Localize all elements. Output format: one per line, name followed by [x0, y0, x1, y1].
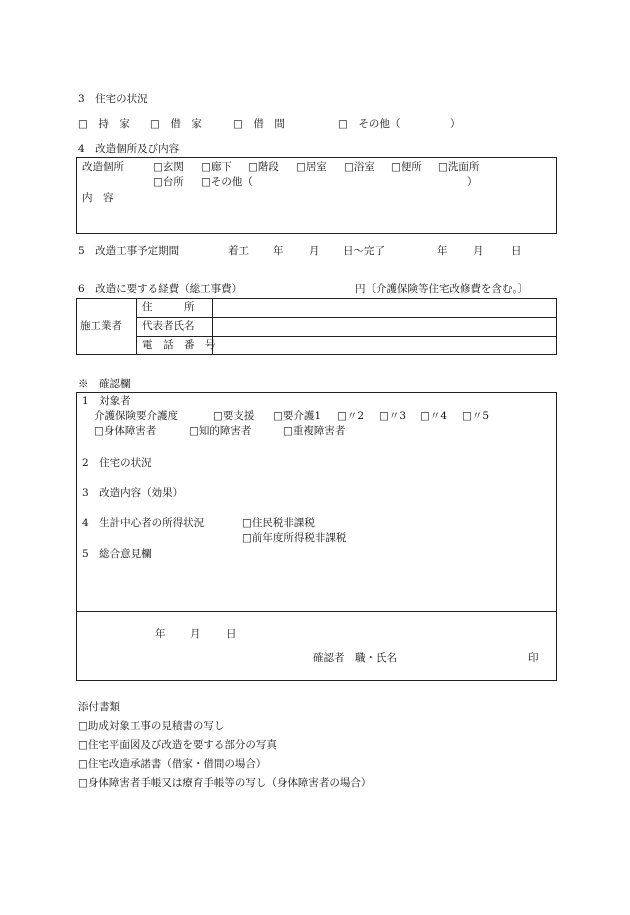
confirm-day: 日: [226, 628, 237, 640]
confirm-title: ※ 確認欄: [78, 378, 131, 390]
start-month: 月: [309, 245, 320, 257]
modification-effect-item: 3 改造内容（効果）: [82, 487, 184, 499]
confirm-divider: [76, 611, 557, 612]
care-level-2-checkbox[interactable]: □〃2: [337, 410, 365, 422]
intellectual-disability-checkbox[interactable]: □知的障害者: [189, 425, 252, 437]
physical-disability-checkbox[interactable]: □身体障害者: [94, 425, 157, 437]
attachment-handbook-checkbox[interactable]: □身体障害者手帳又は療育手帳等の写し（身体障害者の場合）: [78, 777, 372, 789]
seal-label: 印: [528, 652, 539, 664]
rented-house-checkbox[interactable]: □ 借 家: [150, 118, 202, 130]
phone-label: 電 話 番 号: [142, 339, 216, 351]
section3-title: 3 住宅の状況: [78, 93, 148, 105]
attachments-title: 添付書類: [78, 701, 120, 713]
resident-tax-exempt-checkbox[interactable]: □住民税非課税: [242, 517, 315, 529]
contractor-row-divider-1: [136, 317, 557, 318]
checker-name-label: 確認者 職・氏名: [313, 652, 397, 664]
contractor-row-divider-2: [136, 336, 557, 337]
other-housing-close: ）: [450, 118, 461, 130]
target-person-title: 1 対象者: [82, 395, 131, 407]
rented-room-checkbox[interactable]: □ 借 間: [233, 118, 285, 130]
overall-opinion-item: 5 総合意見欄: [82, 548, 152, 560]
start-day-complete: 日～完了: [343, 245, 385, 257]
multiple-disability-checkbox[interactable]: □重複障害者: [283, 425, 346, 437]
care-level-label: 介護保険要介護度: [94, 410, 178, 422]
representative-label: 代表者氏名: [142, 320, 195, 332]
section6-title: 6 改造に要する経費（総工事費）: [78, 283, 243, 295]
toilet-checkbox[interactable]: □便所: [391, 161, 422, 173]
other-place-checkbox[interactable]: □その他（: [201, 176, 253, 188]
bathroom-checkbox[interactable]: □浴室: [344, 161, 375, 173]
end-day: 日: [511, 245, 522, 257]
start-year: 年: [273, 245, 284, 257]
entrance-checkbox[interactable]: □玄関: [153, 161, 184, 173]
section4-title: 4 改造個所及び内容: [78, 143, 180, 155]
care-level-4-checkbox[interactable]: □〃4: [420, 410, 448, 422]
support-required-checkbox[interactable]: □要支援: [213, 410, 255, 422]
attachment-consent-checkbox[interactable]: □住宅改造承諾書（借家・借間の場合）: [78, 758, 267, 770]
other-housing-checkbox[interactable]: □ その他（: [338, 118, 401, 130]
end-month: 月: [473, 245, 484, 257]
confirm-year: 年: [155, 628, 166, 640]
hallway-checkbox[interactable]: □廊下: [201, 161, 232, 173]
start-label: 着工: [228, 245, 249, 257]
attachment-floorplan-checkbox[interactable]: □住宅平面図及び改造を要する部分の写真: [78, 739, 277, 751]
section5-title: 5 改造工事予定期間: [78, 245, 180, 257]
owned-house-checkbox[interactable]: □ 持 家: [78, 118, 130, 130]
cost-yen-note: 円〔介護保険等住宅改修費を含む。〕: [355, 283, 529, 295]
income-status-item: 4 生計中心者の所得状況: [82, 517, 205, 529]
content-label: 内 容: [82, 192, 114, 204]
contractor-col-divider-1: [136, 298, 137, 355]
care-level-1-checkbox[interactable]: □要介護1: [273, 410, 322, 422]
modification-place-label: 改造個所: [82, 161, 124, 173]
address-label: 住 所: [142, 301, 195, 313]
washroom-checkbox[interactable]: □洗面所: [438, 161, 480, 173]
attachment-estimate-checkbox[interactable]: □助成対象工事の見積書の写し: [78, 720, 225, 732]
stairs-checkbox[interactable]: □階段: [248, 161, 279, 173]
confirm-month: 月: [190, 628, 201, 640]
care-level-5-checkbox[interactable]: □〃5: [462, 410, 490, 422]
income-tax-exempt-checkbox[interactable]: □前年度所得税非課税: [242, 532, 347, 544]
end-year: 年: [437, 245, 448, 257]
kitchen-checkbox[interactable]: □台所: [153, 176, 184, 188]
contractor-label: 施工業者: [80, 320, 122, 332]
housing-status-item: 2 住宅の状況: [82, 457, 152, 469]
other-place-close: ）: [467, 176, 478, 188]
living-room-checkbox[interactable]: □居室: [296, 161, 327, 173]
care-level-3-checkbox[interactable]: □〃3: [379, 410, 407, 422]
